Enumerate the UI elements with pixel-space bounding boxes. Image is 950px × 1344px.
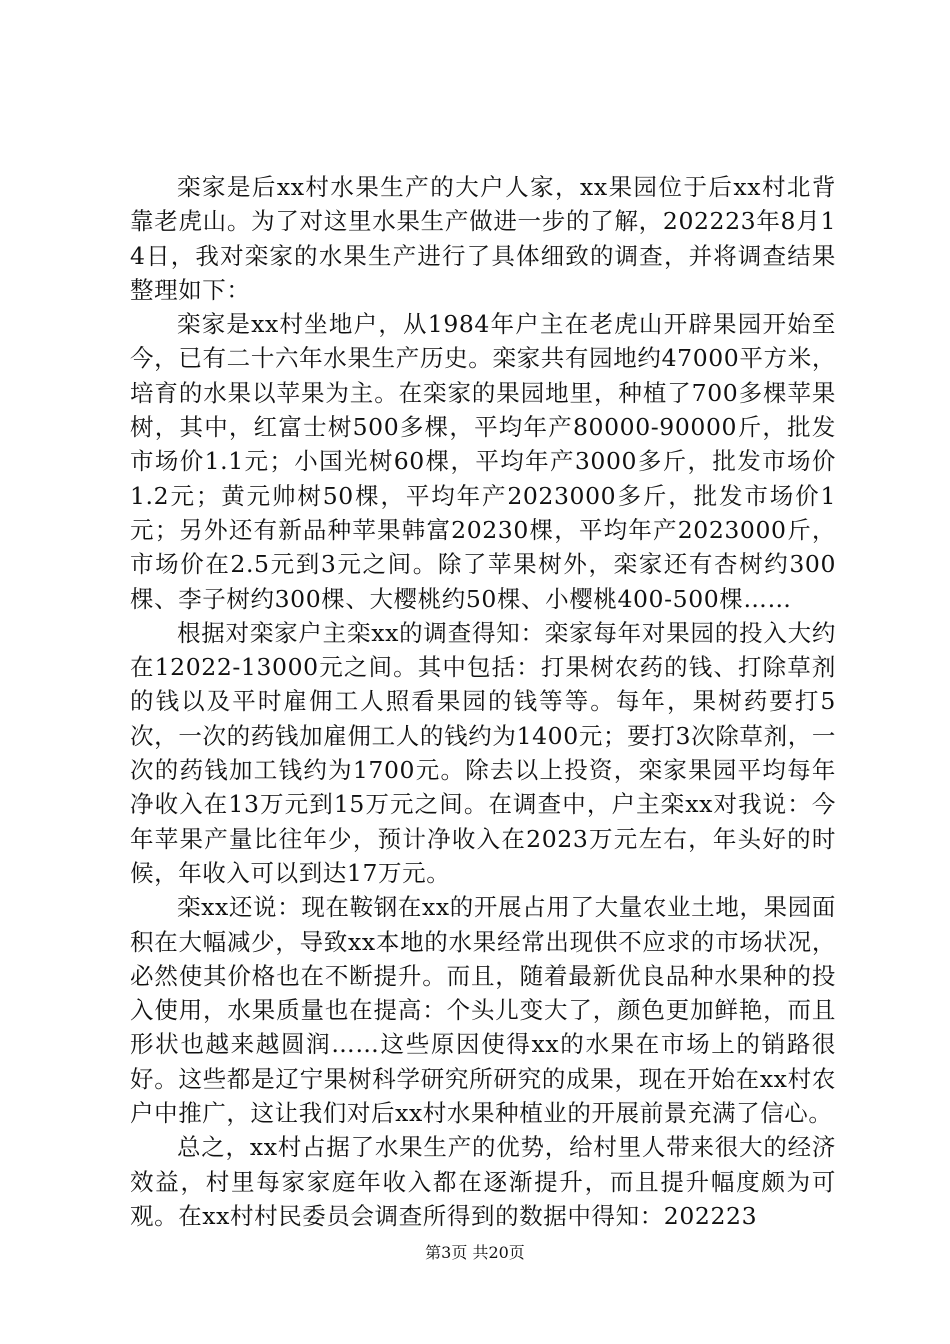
page-footer: 第3页 共20页 xyxy=(425,1243,525,1262)
paragraph-market-outlook: 栾xx还说：现在鞍钢在xx的开展占用了大量农业土地，果园面积在大幅减少，导致xx本地的水果经常出现供不应求的市场状况，必然使其价格也在不断提升。而且，随着最新优良品种水果种的投入使用，水果质量也在提高：个头儿变大了，颜色更加鲜艳，而且形状也越来越圆润……这些原因使得xx的水果在市场上的销路很好。这些都是辽宁果树科学研究所研究的成果，现在开始在xx村农户中推广，这让我们对后xx村水果种植业的开展前景充满了信心。 xyxy=(130,893,836,1128)
paragraph-orchard-history: 栾家是xx村坐地户，从1984年户主在老虎山开辟果园开始至今，已有二十六年水果生产历史。栾家共有园地约47000平方米，培育的水果以苹果为主。在栾家的果园地里，种植了700多棵苹果树，其中，红富士树500多棵，平均年产80000-90000斤，批发市场价1.1元；小国光树60棵，平均年产3000多斤，批发市场价1.2元；黄元帅树50棵，平均年产2023000多斤，批发市场价1元；另外还有新品种苹果韩富20230棵，平均年产2023000斤，市场价在2.5元到3元之间。除了苹果树外，栾家还有杏树约300棵、李子树约300棵、大樱桃约50棵、小樱桃400-500棵…… xyxy=(130,310,836,613)
paragraph-conclusion: 总之，xx村占据了水果生产的优势，给村里人带来很大的经济效益，村里每家家庭年收入都在逐渐提升，而且提升幅度颇为可观。在xx村村民委员会调查所得到的数据中得知：202223 xyxy=(130,1133,836,1230)
document-body xyxy=(130,170,836,1233)
paragraph-investment-income: 根据对栾家户主栾xx的调查得知：栾家每年对果园的投入大约在12022-13000元之间。其中包括：打果树农药的钱、打除草剂的钱以及平时雇佣工人照看果园的钱等等。每年，果树药要打5次，一次的药钱加雇佣工人的钱约为1400元；要打3次除草剂，一次的药钱加工钱约为1700元。除去以上投资，栾家果园平均每年净收入在13万元到15万元之间。在调查中，户主栾xx对我说：今年苹果产量比往年少，预计净收入在2023万元左右，年头好的时候，年收入可以到达17万元。 xyxy=(130,618,836,887)
paragraph-intro: 栾家是后xx村水果生产的大户人家，xx果园位于后xx村北背靠老虎山。为了对这里水果生产做进一步的了解，202223年8月14日，我对栾家的水果生产进行了具体细致的调查，并将调查结果整理如下： xyxy=(130,173,836,304)
